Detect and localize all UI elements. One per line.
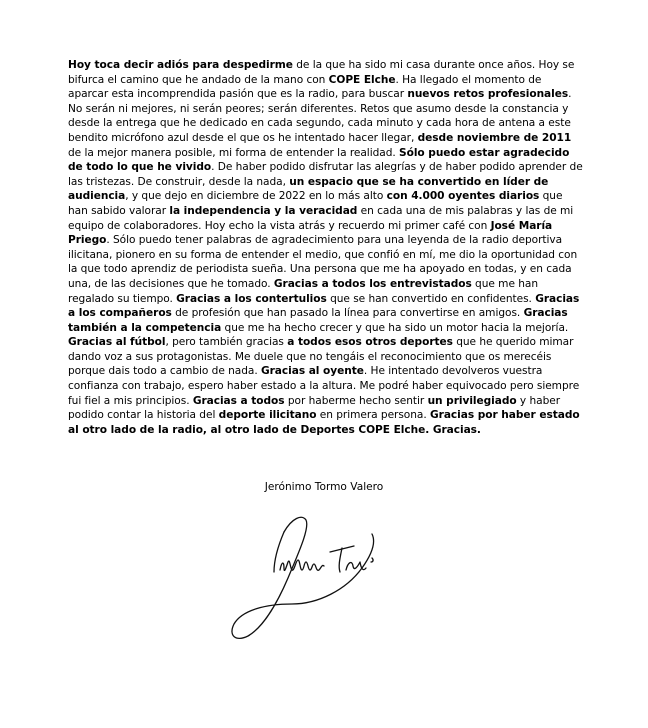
- text-run: . De haber podido disfrutar las alegrías y de haber podido aprender de las tristezas. De construir, desde la nada,: [68, 161, 583, 188]
- bold-phrase: Gracias a los contertulios: [176, 292, 327, 305]
- letter-body: [68, 58, 584, 437]
- text-run: . He intentado devolveros vuestra confianza con trabajo, espero haber estado a la altura. Me podré haber equivocado pero siempre fui fiel a mis principios.: [68, 365, 580, 407]
- signer-name: Jerónimo Tormo Valero: [264, 481, 384, 493]
- farewell-letter: [68, 58, 584, 437]
- text-run: . Ha llegado el momento de aparcar esta incomprendida pasión que es la radio, para buscar: [68, 73, 542, 101]
- bold-phrase: Gracias al fútbol: [68, 336, 166, 349]
- text-run: de la mejor manera posible, mi forma de entender la realidad.: [68, 146, 400, 159]
- bold-phrase: Hoy toca decir adiós para despedirme: [68, 59, 293, 71]
- bold-phrase: Gracias también a la competencia: [68, 307, 568, 334]
- bold-phrase: nuevos retos profesionales: [407, 88, 569, 101]
- text-run: y haber podido contar la historia del: [68, 394, 561, 422]
- text-run: que han sabido valorar: [68, 190, 563, 217]
- bold-phrase: Sólo puedo estar agradecido de todo lo que he vivido: [68, 146, 570, 174]
- handwritten-signature: [222, 512, 392, 652]
- text-run: que me ha hecho crecer y que ha sido un motor hacia la mejoría.: [221, 321, 569, 334]
- text-run: . Sólo puedo tener palabras de agradecimiento para una leyenda de la radio deportiva ilicitana, pionero en su forma de entender el medio, que confió en mí, me dio la oportunidad con la que todo aprendiz de periodista sueña. Una persona que me ha apoyado en todas, y en cada una, de las decisiones que he tomado.: [68, 234, 578, 290]
- bold-phrase: Gracias a todos: [192, 394, 285, 407]
- bold-phrase: José María Priego: [68, 219, 553, 247]
- bold-phrase: desde noviembre de 2011: [417, 131, 572, 144]
- bold-phrase: COPE Elche: [328, 73, 396, 86]
- bold-phrase: Gracias a todos los entrevistados: [273, 277, 472, 290]
- bold-phrase: la independencia y la veracidad: [169, 204, 358, 217]
- text-run: , pero también gracias: [165, 336, 288, 349]
- bold-phrase: con 4.000 oyentes diarios: [386, 190, 540, 203]
- text-run: que me han regalado su tiempo.: [68, 277, 539, 305]
- text-run: en primera persona.: [316, 409, 430, 422]
- bold-phrase: deporte ilicitano: [218, 409, 317, 422]
- bold-phrase: Gracias por haber estado al otro lado de la radio, al otro lado de Deportes COPE Elche. Gracias.: [68, 409, 580, 436]
- text-run: en cada una de mis palabras y las de mi equipo de colaboradores. Hoy echo la vista atrás y recuerdo mi primer café con: [68, 204, 574, 232]
- bold-phrase: Gracias al oyente: [260, 365, 364, 378]
- text-run: de la que ha sido mi casa durante once años. Hoy se bifurca el camino que he andado de la mano con: [68, 59, 575, 86]
- bold-phrase: a todos esos otros deportes: [287, 336, 453, 349]
- bold-phrase: Gracias a los compañeros: [68, 292, 580, 320]
- text-run: de profesión que han pasado la línea para convertirse en amigos.: [171, 307, 524, 320]
- text-run: que se han convertido en confidentes.: [326, 292, 536, 305]
- text-run: , y que dejo en diciembre de 2022 en lo más alto: [125, 190, 387, 203]
- text-run: por haberme hecho sentir: [284, 394, 428, 407]
- text-run: . No serán ni mejores, ni serán peores; serán diferentes. Retos que asumo desde la constancia y desde la entrega que he dedicado en cada segundo, cada minuto y cada hora de antena a este bendito micrófono azul desde el que os he intentado hacer llegar,: [68, 88, 572, 144]
- bold-phrase: un privilegiado: [427, 394, 517, 407]
- text-run: que he querido mimar dando voz a sus protagonistas. Me duele que no tengáis el reconocimiento que os merecéis porque dais todo a cambio de nada.: [68, 336, 574, 378]
- bold-phrase: un espacio que se ha convertido en líder de audiencia: [68, 175, 549, 203]
